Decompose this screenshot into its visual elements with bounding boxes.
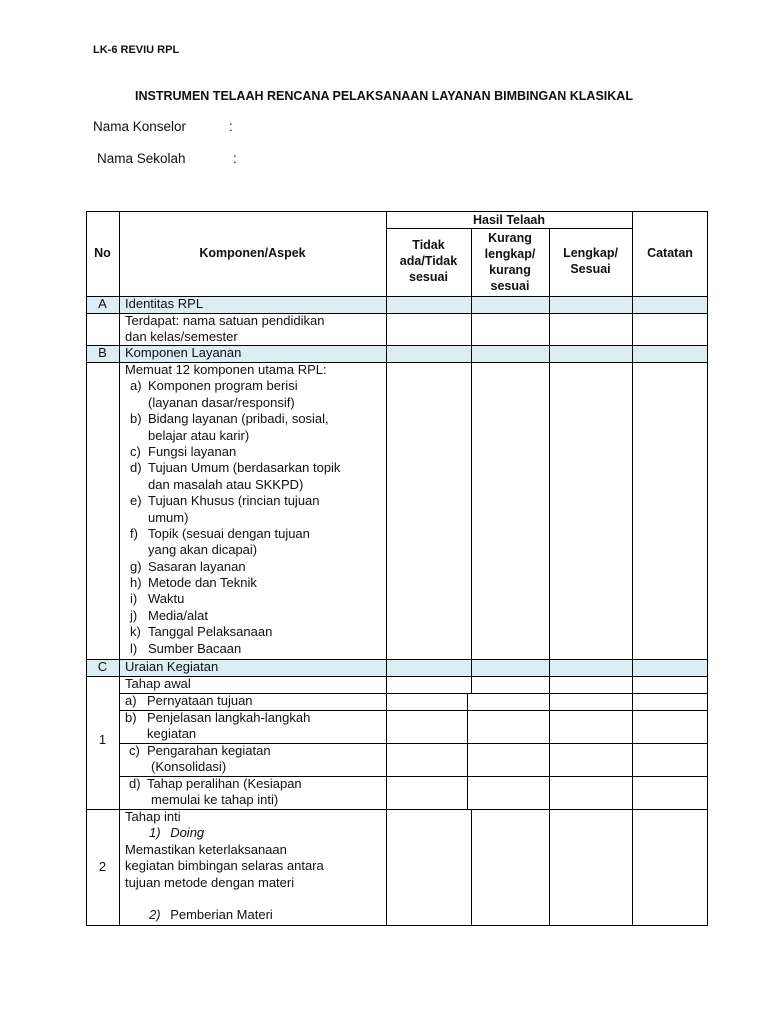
header-hasil-telaah: Hasil Telaah [472, 213, 546, 227]
item-marker: b) [130, 411, 142, 427]
text-line: Terdapat: nama satuan pendidikan [125, 313, 325, 328]
item-text: Fungsi layanan [148, 443, 237, 459]
component-item [125, 526, 327, 542]
row-c2-content [125, 809, 324, 924]
text-line: Memuat 12 komponen utama RPL: [125, 362, 327, 377]
spacer [125, 891, 324, 907]
item-text: Tujuan Umum (berdasarkan topik [148, 460, 341, 476]
item-marker: b) [125, 710, 137, 725]
item-marker: a) [130, 378, 142, 394]
header-line: Tidak [412, 238, 445, 252]
item-text: dan masalah atau SKKPD) [148, 476, 304, 492]
header-komponen-aspek: Komponen/Aspek [199, 246, 306, 260]
row-c2-no: 2 [98, 859, 107, 874]
document-title: INSTRUMEN TELAAH RENCANA PELAKSANAAN LAYANAN BIMBINGAN KLASIKAL [135, 89, 633, 103]
field-label: Nama Sekolah [97, 151, 186, 166]
component-item-continuation [125, 428, 327, 444]
header-tidak-sesuai [386, 237, 471, 285]
row-c1-item-d [129, 776, 302, 809]
field-label: Nama Konselor [93, 119, 187, 134]
item-marker: 1) [149, 825, 161, 841]
component-item [125, 624, 327, 640]
item-marker: j) [130, 607, 138, 623]
field-nama-sekolah [97, 151, 237, 166]
document-code: LK-6 REVIU RPL [93, 44, 180, 56]
field-colon: : [233, 151, 237, 166]
item-text: (Konsolidasi) [151, 759, 227, 775]
header-line: Lengkap/ [563, 246, 618, 260]
row-c1-title: Tahap awal [125, 676, 191, 691]
row-b1-text [125, 362, 341, 657]
item-marker: c) [130, 443, 141, 459]
item-text: Tahap peralihan (Kesiapan [147, 776, 302, 791]
item-text: kegiatan [147, 726, 197, 742]
component-item-continuation [125, 542, 327, 558]
item-marker: d) [130, 460, 142, 476]
row-c1-item-a [125, 693, 253, 709]
row-c1-item-c [129, 743, 271, 776]
row-a-no: A [98, 296, 107, 311]
item-text: Sasaran layanan [148, 558, 246, 574]
item-marker: e) [130, 493, 142, 509]
field-colon: : [229, 119, 233, 134]
item-marker: d) [129, 776, 141, 791]
item-text: Penjelasan langkah-langkah [147, 710, 311, 725]
item-text: belajar atau karir) [148, 427, 250, 443]
row-c-no: C [97, 659, 108, 674]
component-item [125, 641, 327, 657]
item-text: Media/alat [148, 607, 208, 623]
component-item [125, 575, 327, 591]
item-text: Doing [170, 825, 205, 841]
text-line: tujuan metode dengan materi [125, 874, 295, 890]
item-marker: l) [130, 640, 138, 656]
text-line: Memastikan keterlaksanaan [125, 841, 287, 857]
row-a1-text [125, 313, 324, 346]
item-marker: i) [130, 591, 138, 607]
component-list [125, 378, 341, 657]
row-c1-item-b [125, 710, 311, 743]
header-line: Sesuai [570, 262, 611, 276]
component-item [125, 411, 327, 427]
component-item-continuation [125, 510, 327, 526]
text-line: dan kelas/semester [125, 329, 238, 345]
item-marker: k) [130, 624, 141, 640]
item-text: Bidang layanan (pribadi, sosial, [148, 411, 329, 427]
row-c-label: Uraian Kegiatan [125, 659, 219, 674]
item-marker: f) [130, 525, 138, 541]
header-line: kurang [489, 263, 531, 277]
item-text: Pernyataan tujuan [147, 693, 253, 708]
item-text: Komponen program berisi [148, 378, 298, 394]
sub-item-pemberian-materi [125, 907, 324, 923]
item-text: umum) [148, 509, 189, 525]
component-item-continuation [125, 477, 327, 493]
text-line: kegiatan bimbingan selaras antara [125, 858, 324, 874]
component-item [125, 493, 327, 509]
header-line: lengkap/ [484, 247, 536, 261]
header-lengkap-sesuai [549, 245, 632, 277]
component-item [125, 460, 341, 476]
item-text: Waktu [148, 591, 185, 607]
item-text: Metode dan Teknik [148, 575, 257, 591]
row-a-label: Identitas RPL [125, 296, 204, 311]
item-text: Topik (sesuai dengan tujuan [148, 525, 310, 541]
row-b-no: B [98, 345, 107, 360]
header-line: Kurang [488, 231, 532, 245]
item-marker: 2) [149, 907, 161, 923]
item-text: memulai ke tahap inti) [151, 792, 279, 808]
component-item [125, 378, 327, 394]
item-marker: a) [125, 693, 137, 708]
item-text: Tanggal Pelaksanaan [148, 624, 273, 640]
row-b-label: Komponen Layanan [125, 345, 242, 360]
header-line: sesuai [409, 270, 448, 284]
item-marker: h) [130, 575, 142, 591]
header-no: No [94, 246, 111, 260]
row-c1-no: 1 [98, 732, 107, 747]
item-text: yang akan dicapai) [148, 542, 258, 558]
field-nama-konselor [93, 119, 233, 134]
component-item [125, 444, 327, 460]
item-marker: g) [130, 558, 142, 574]
item-text: Tujuan Khusus (rincian tujuan [148, 493, 320, 509]
header-line: sesuai [490, 279, 530, 293]
item-text: (layanan dasar/responsif) [148, 394, 295, 410]
text-line: Tahap inti [125, 809, 181, 824]
item-text: Sumber Bacaan [148, 640, 242, 656]
component-item-continuation [125, 395, 327, 411]
header-line: ada/Tidak [399, 254, 458, 268]
sub-item-doing [125, 825, 324, 841]
header-kurang-lengkap [471, 230, 549, 294]
header-catatan: Catatan [647, 246, 693, 260]
component-item [125, 591, 327, 607]
item-marker: c) [129, 743, 140, 758]
review-table [86, 211, 708, 926]
component-item [125, 608, 327, 624]
item-text: Pengarahan kegiatan [147, 743, 271, 758]
item-text: Pemberian Materi [170, 907, 273, 923]
component-item [125, 559, 327, 575]
